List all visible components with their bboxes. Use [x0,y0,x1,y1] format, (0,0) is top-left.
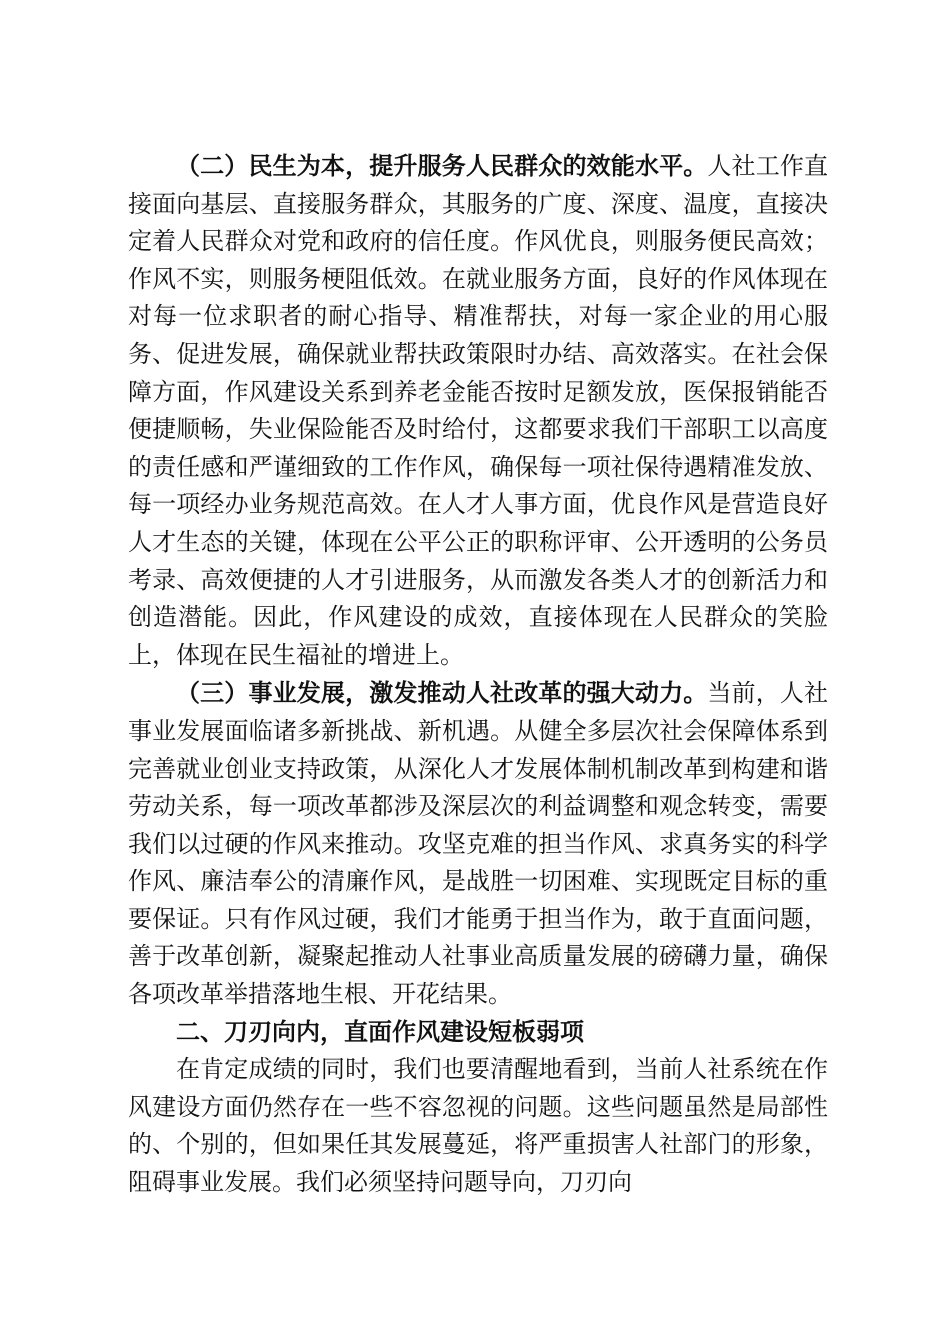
paragraph-lead-livelihood: （二）民生为本，提升服务人民群众的效能水平。 [176,151,708,180]
paragraph-livelihood [128,147,828,674]
section-heading: 二、刀刃向内，直面作风建设短板弱项 [176,1017,584,1046]
document-page [128,147,828,1202]
paragraph-problems: 在肯定成绩的同时，我们也要清醒地看到，当前人社系统在作风建设方面仍然存在一些不容忽视的问题。这些问题虽然是局部性的、个别的，但如果任其发展蔓延，将严重损害人社部门的形象，阻碍事业发展。我们必须坚持问题导向，刀刃向 [128,1055,828,1197]
paragraph-development [128,674,828,1013]
paragraph-lead-development: （三）事业发展，激发推动人社改革的强大动力。 [176,678,708,708]
paragraph-body-livelihood: 人社工作直接面向基层、直接服务群众，其服务的广度、深度、温度，直接决定着人民群众对党和政府的信任度。作风优良，则服务便民高效；作风不实，则服务梗阻低效。在就业服务方面，良好的作风体现在对每一位求职者的耐心指导、精准帮扶，对每一家企业的用心服务、促进发展，确保就业帮扶政策限时办结、高效落实。在社会保障方面，作风建设关系到养老金能否按时足额发放，医保报销能否便捷顺畅，失业保险能否及时给付，这都要求我们干部职工以高度的责任感和严谨细致的工作作风，确保每一项社保待遇精准发放、每一项经办业务规范高效。在人才人事方面，优良作风是营造良好人才生态的关键，体现在公平公正的职称评审、公开透明的公务员考录、高效便捷的人才引进服务，从而激发各类人才的创新活力和创造潜能。因此，作风建设的成效，直接体现在人民群众的笑脸上，体现在民生福祉的增进上。 [128,152,829,669]
paragraph-body-development: 当前，人社事业发展面临诸多新挑战、新机遇。从健全多层次社会保障体系到完善就业创业支持政策，从深化人才发展体制机制改革到构建和谐劳动关系，每一项改革都涉及深层次的利益调整和观念转变，需要我们以过硬的作风来推动。攻坚克难的担当作风、求真务实的科学作风、廉洁奉公的清廉作风，是战胜一切困难、实现既定目标的重要保证。只有作风过硬，我们才能勇于担当作为，敢于直面问题，善于改革创新，凝聚起推动人社事业高质量发展的磅礴力量，确保各项改革举措落地生根、开花结果。 [128,679,829,1009]
